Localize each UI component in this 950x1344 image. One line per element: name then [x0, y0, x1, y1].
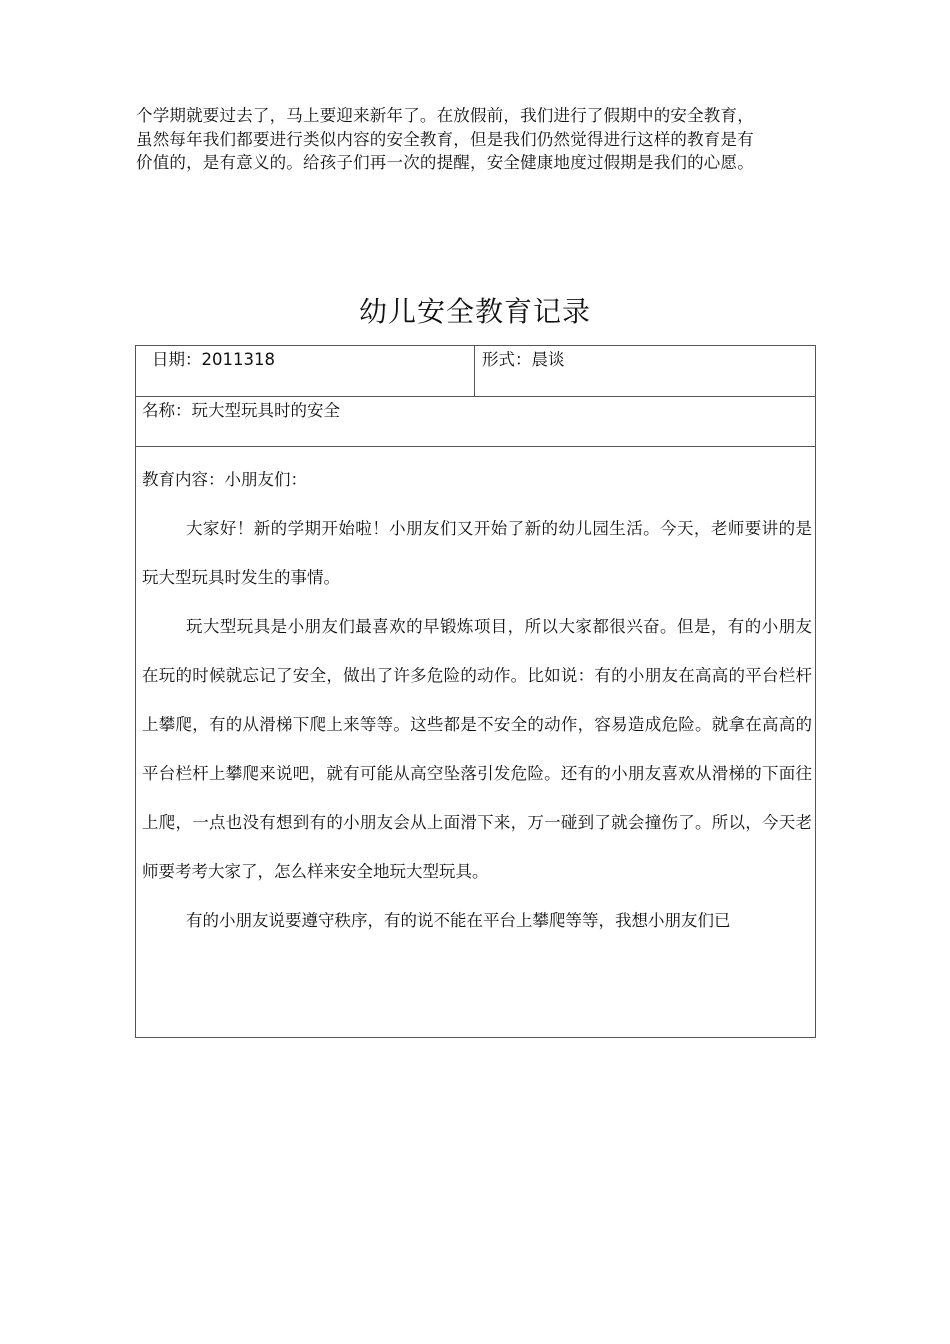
form-field: 形式：晨谈: [482, 350, 565, 369]
name-field: 名称：玩大型玩具时的安全: [142, 401, 340, 420]
content-paragraph: 玩大型玩具是小朋友们最喜欢的早锻炼项目，所以大家都很兴奋。但是，有的小朋友在玩的时候就忘记了安全，做出了许多危险的动作。比如说：有的小朋友在高高的平台栏杆上攀爬，有的从滑梯下爬上来等等。这些都是不安全的动作，容易造成危险。就拿在高高的平台栏杆上攀爬来说吧，就有可能从高空坠落引发危险。还有的小朋友喜欢从滑梯的下面往上爬，一点也没有想到有的小朋友会从上面滑下来，万一碰到了就会撞伤了。所以，今天老师要考考大家了，怎么样来安全地玩大型玩具。: [142, 617, 812, 881]
intro-line: 虽然每年我们都要进行类似内容的安全教育，但是我们仍然觉得进行这样的教育是有: [136, 129, 754, 149]
page-title: 幼儿安全教育记录: [358, 295, 591, 328]
intro-line: 价值的，是有意义的。给孩子们再一次的提醒，安全健康地度过假期是我们的心愿。: [136, 153, 754, 172]
date-field: 日期：2011318: [152, 350, 275, 369]
education-content: [142, 455, 812, 945]
record-content-row: [136, 447, 815, 1037]
content-paragraph: 有的小朋友说要遵守秩序，有的说不能在平台上攀爬等等，我想小朋友们已: [186, 911, 731, 930]
record-name-row: [136, 397, 815, 447]
cell-divider: [474, 346, 475, 397]
record-header-row: [136, 346, 815, 397]
intro-line: 个学期就要过去了，马上要迎来新年了。在放假前，我们进行了假期中的安全教育，: [136, 106, 754, 125]
intro-text: [136, 104, 816, 175]
content-heading: 教育内容：小朋友们：: [142, 470, 307, 489]
record-table: [135, 345, 816, 1038]
content-paragraph: 大家好！新的学期开始啦！小朋友们又开始了新的幼儿园生活。今天，老师要讲的是玩大型玩具时发生的事情。: [142, 519, 812, 587]
